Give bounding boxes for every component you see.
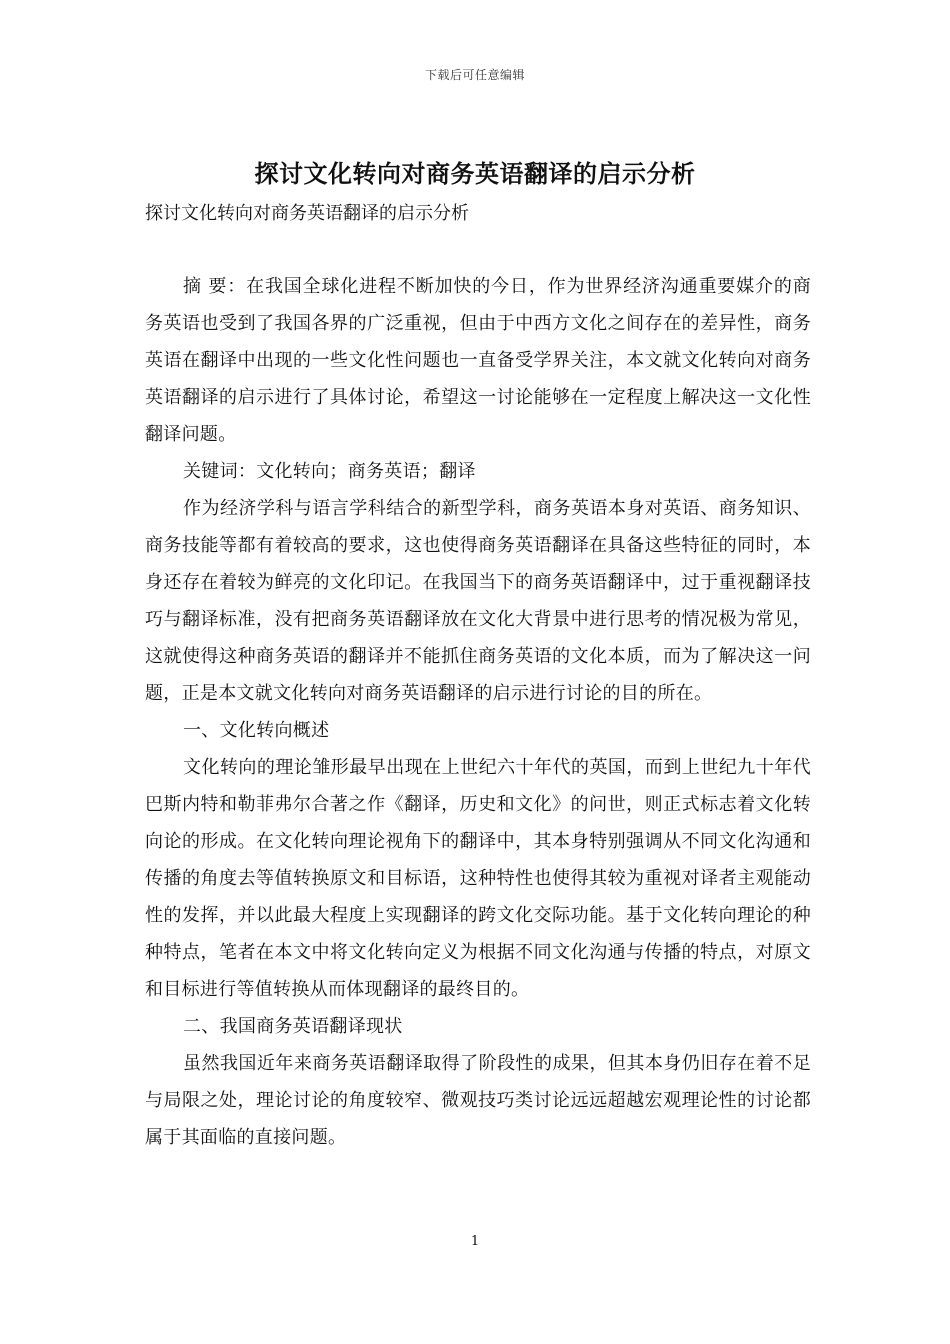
- document-body: [145, 268, 811, 1156]
- document-subtitle: 探讨文化转向对商务英语翻译的启示分析: [145, 203, 469, 224]
- section-2-paragraph: 虽然我国近年来商务英语翻译取得了阶段性的成果，但其本身仍旧存在着不足与局限之处，理论讨论的角度较窄、微观技巧类讨论远远超越宏观理论性的讨论都属于其面临的直接问题。: [145, 1053, 811, 1148]
- section-1-paragraph: 文化转向的理论雏形最早出现在上世纪六十年代的英国，而到上世纪九十年代巴斯内特和勒菲弗尔合著之作《翻译，历史和文化》的问世，则正式标志着文化转向论的形成。在文化转向理论视角下的翻译中，其本身特别强调从不同文化沟通和传播的角度去等值转换原文和目标语，这种特性也使得其较为重视对译者主观能动性的发挥，并以此最大程度上实现翻译的跨文化交际功能。基于文化转向理论的种种特点，笔者在本文中将文化转向定义为根据不同文化沟通与传播的特点，对原文和目标进行等值转换从而体现翻译的最终目的。: [145, 757, 811, 1000]
- section-heading-1: 一、文化转向概述: [183, 720, 330, 741]
- intro-paragraph: 作为经济学科与语言学科结合的新型学科，商务英语本身对英语、商务知识、商务技能等都有着较高的要求，这也使得商务英语翻译在具备这些特征的同时，本身还存在着较为鲜亮的文化印记。在我国当下的商务英语翻译中，过于重视翻译技巧与翻译标准，没有把商务英语翻译放在文化大背景中进行思考的情况极为常见，这就使得这种商务英语的翻译并不能抓住商务英语的文化本质，而为了解决这一问题，正是本文就文化转向对商务英语翻译的启示进行讨论的目的所在。: [145, 498, 811, 704]
- document-title: 探讨文化转向对商务英语翻译的启示分析: [254, 159, 696, 188]
- header-note: 下载后可任意编辑: [424, 68, 525, 82]
- abstract-paragraph: 摘 要：在我国全球化进程不断加快的今日，作为世界经济沟通重要媒介的商务英语也受到了我国各界的广泛重视，但由于中西方文化之间存在的差异性，商务英语在翻译中出现的一些文化性问题也一直备受学界关注，本文就文化转向对商务英语翻译的启示进行了具体讨论，希望这一讨论能够在一定程度上解决这一文化性翻译问题。: [145, 276, 811, 445]
- section-heading-2: 二、我国商务英语翻译现状: [183, 1016, 403, 1037]
- page-number: 1: [470, 1234, 480, 1249]
- keywords-paragraph: 关键词：文化转向；商务英语；翻译: [183, 461, 476, 482]
